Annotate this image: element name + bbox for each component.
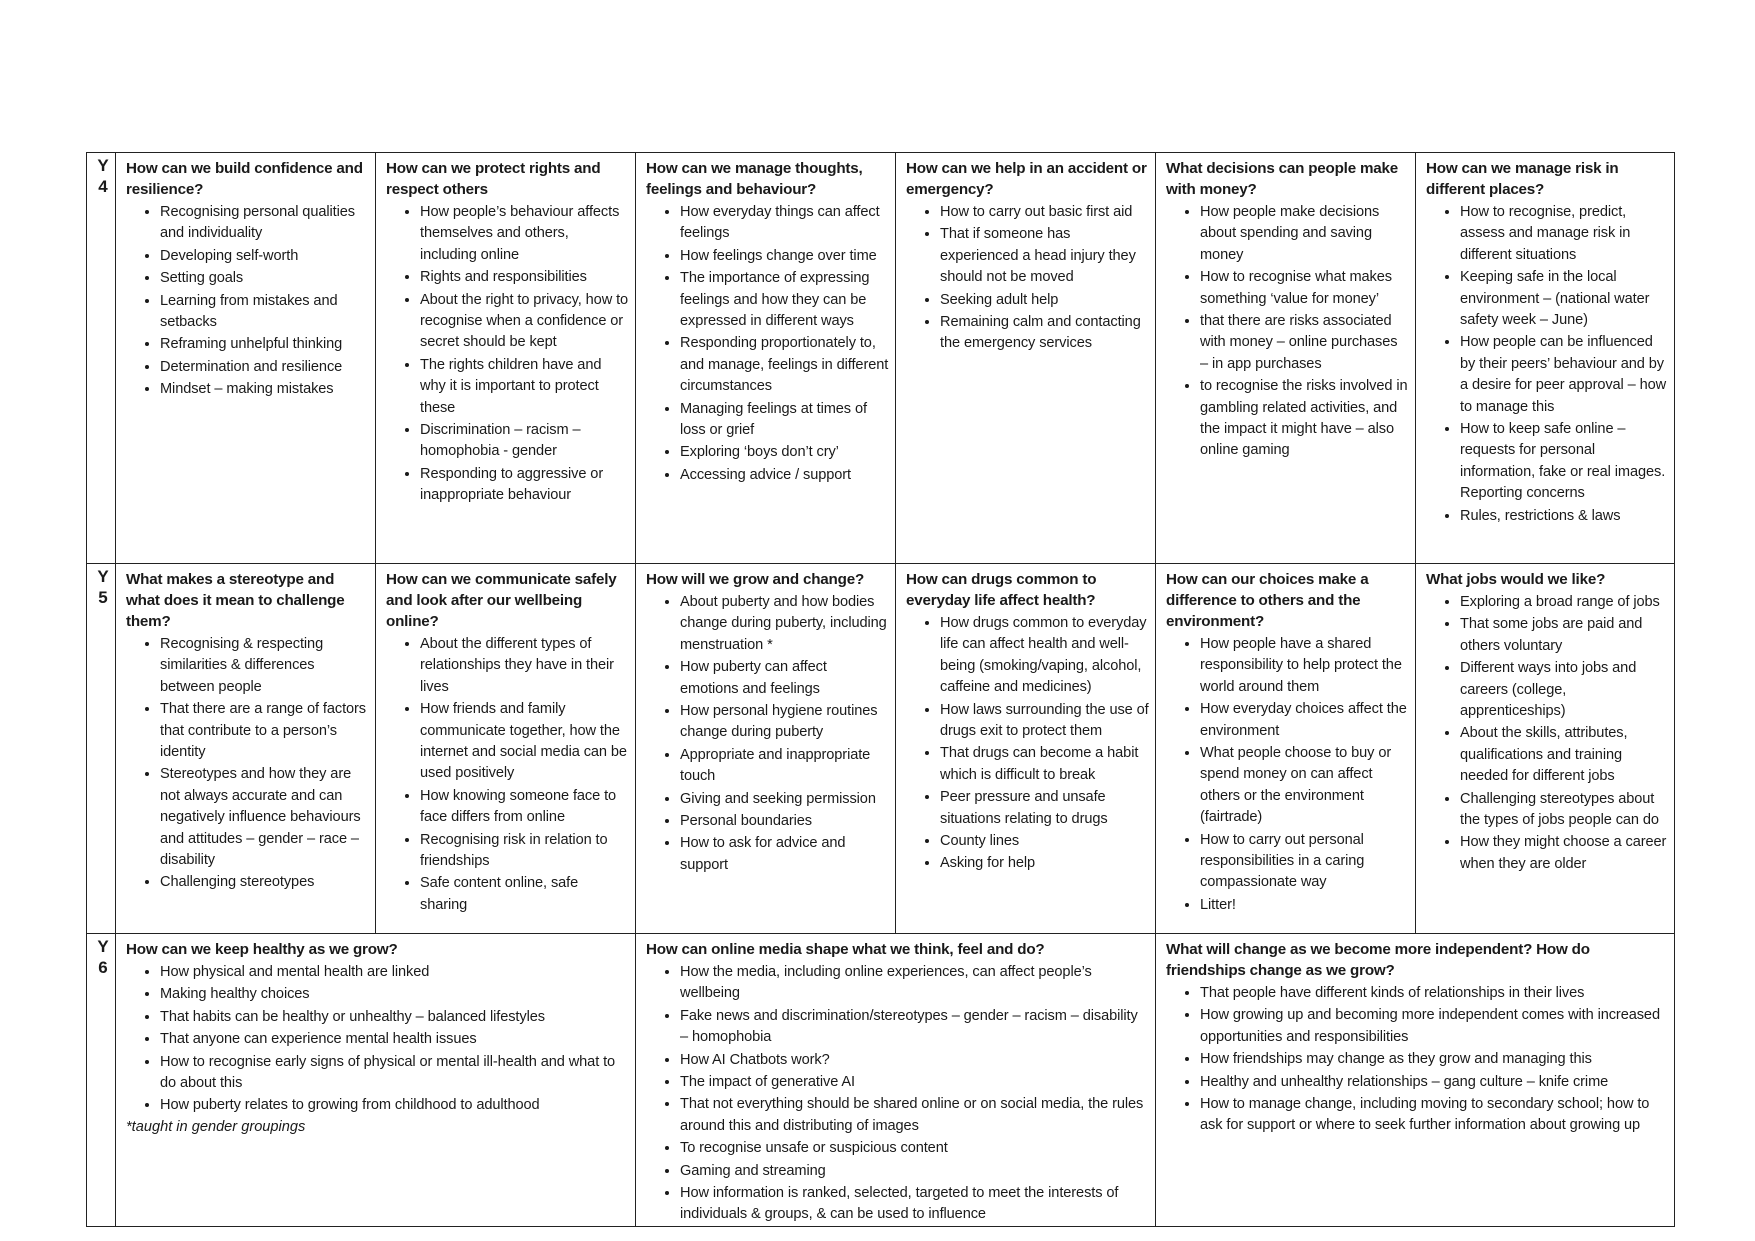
topic-bullet-item: • Keeping safe in the local environment – (national water safety week – June) [1460,266,1668,331]
topic-question: How will we grow and change? [646,571,865,588]
topic-bullet-list [1426,201,1668,527]
year-label-cell [87,153,116,564]
topic-question: What decisions can people make with money? [1166,160,1399,198]
topic-bullet-item: • Exploring ‘boys don’t cry’ [680,441,889,463]
topic-bullet-item: • To recognise unsafe or suspicious content [680,1137,1149,1159]
topic-bullet-item: • Challenging stereotypes about the types of jobs people can do [1460,788,1668,832]
topic-bullet-item: • Giving and seeking permission [680,788,889,810]
topic-bullet-item: • How to carry out basic first aid [940,201,1149,223]
year-label-cell [87,564,116,934]
topic-bullet-item: • Developing self-worth [160,245,369,267]
topic-bullet-item: • About puberty and how bodies change during puberty, including menstruation * [680,591,889,656]
topic-bullet-item: • Making healthy choices [160,983,629,1005]
topic-bullet-item: • How people can be influenced by their peers’ behaviour and by a desire for peer approval – how to manage this [1460,331,1668,418]
topic-bullet-item: • How friendships may change as they grow and managing this [1200,1048,1668,1070]
topic-cell [636,153,896,564]
topic-bullet-item: • Peer pressure and unsafe situations relating to drugs [940,786,1149,830]
topic-bullet-item: • That anyone can experience mental health issues [160,1028,629,1050]
topic-bullet-item: • Recognising & respecting similarities & differences between people [160,633,369,698]
topic-bullet-item: • How laws surrounding the use of drugs exit to protect them [940,699,1149,743]
topic-cell [376,153,636,564]
topic-bullet-item: • Managing feelings at times of loss or grief [680,398,889,442]
year-label-char: 4 [98,177,108,196]
topic-bullet-item: • That if someone has experienced a head injury they should not be moved [940,223,1149,288]
topic-question: How can we manage thoughts, feelings and behaviour? [646,160,863,198]
topic-bullet-item: • That some jobs are paid and others voluntary [1460,613,1668,657]
topic-bullet-item: • Responding proportionately to, and manage, feelings in different circumstances [680,332,889,397]
topic-bullet-item: • Exploring a broad range of jobs [1460,591,1668,613]
year-label-char: Y [97,156,109,175]
topic-bullet-item: • How to ask for advice and support [680,832,889,876]
topic-bullet-item: • Rights and responsibilities [420,266,629,288]
topic-bullet-item: • The importance of expressing feelings and how they can be expressed in different ways [680,267,889,332]
topic-bullet-list [126,961,629,1117]
topic-bullet-list [646,201,889,486]
topic-bullet-item: • How growing up and becoming more independent comes with increased opportunities and responsibilities [1200,1004,1668,1048]
topic-bullet-item: • Accessing advice / support [680,464,889,486]
topic-bullet-item: • Determination and resilience [160,356,369,378]
topic-bullet-item: • How AI Chatbots work? [680,1049,1149,1071]
topic-bullet-item: • Litter! [1200,894,1409,916]
topic-bullet-item: • About the skills, attributes, qualifications and training needed for different jobs [1460,722,1668,787]
topic-bullet-item: • How feelings change over time [680,245,889,267]
year-label-char: Y [97,937,109,956]
topic-bullet-item: • How to keep safe online – requests for personal information, fake or real images. Reporting concerns [1460,418,1668,505]
topic-bullet-item: • Asking for help [940,852,1149,874]
topic-bullet-list [646,591,889,876]
topic-bullet-item: • Learning from mistakes and setbacks [160,290,369,334]
year-label-char: Y [97,567,109,586]
topic-bullet-item: • Rules, restrictions & laws [1460,505,1668,527]
topic-bullet-item: • That there are a range of factors that contribute to a person’s identity [160,698,369,763]
topic-bullet-item: • Setting goals [160,267,369,289]
year-label-char: 5 [98,588,108,607]
topic-cell [1156,153,1416,564]
topic-bullet-list [126,633,369,894]
topic-question: What jobs would we like? [1426,571,1606,588]
topic-bullet-item: • That not everything should be shared online or on social media, the rules around this and distributing of images [680,1093,1149,1137]
topic-bullet-item: • How to recognise early signs of physical or mental ill-health and what to do about this [160,1051,629,1095]
topic-bullet-item: • Safe content online, safe sharing [420,872,629,916]
topic-bullet-item: • Stereotypes and how they are not always accurate and can negatively influence behaviours and attitudes – gender – race – disability [160,763,369,871]
topic-bullet-item: • That habits can be healthy or unhealthy – balanced lifestyles [160,1006,629,1028]
topic-bullet-item: • How puberty relates to growing from childhood to adulthood [160,1094,629,1116]
topic-question: How can we protect rights and respect others [386,160,601,198]
topic-cell [116,934,636,1227]
topic-question: How can drugs common to everyday life affect health? [906,571,1097,609]
topic-bullet-item: • How to manage change, including moving to secondary school; how to ask for support or where to seek further information about growing up [1200,1093,1668,1137]
topic-bullet-item: • Different ways into jobs and careers (college, apprenticeships) [1460,657,1668,722]
footnote: *taught in gender groupings [126,1118,306,1135]
topic-bullet-list [906,612,1149,875]
topic-cell [896,564,1156,934]
topic-bullet-item: • How they might choose a career when they are older [1460,831,1668,875]
topic-cell [1416,564,1675,934]
topic-bullet-item: • How everyday things can affect feelings [680,201,889,245]
year-row [87,564,1675,934]
topic-bullet-item: • Appropriate and inappropriate touch [680,744,889,788]
topic-bullet-item: • Seeking adult help [940,289,1149,311]
topic-bullet-list [386,633,629,916]
topic-cell [1156,934,1675,1227]
topic-bullet-list [1166,982,1668,1137]
topic-bullet-item: • That people have different kinds of relationships in their lives [1200,982,1668,1004]
topic-bullet-item: • How physical and mental health are linked [160,961,629,983]
topic-cell [896,153,1156,564]
topic-bullet-item: • How personal hygiene routines change during puberty [680,700,889,744]
topic-bullet-item: • About the different types of relationships they have in their lives [420,633,629,698]
topic-bullet-item: • Recognising risk in relation to friendships [420,829,629,873]
topic-bullet-item: • Personal boundaries [680,810,889,832]
topic-bullet-item: • About the right to privacy, how to recognise when a confidence or secret should be kept [420,289,629,354]
topic-question: How can our choices make a difference to others and the environment? [1166,571,1369,630]
topic-cell [1416,153,1675,564]
topic-bullet-list [906,201,1149,355]
topic-question: What will change as we become more independent? How do friendships change as we grow? [1166,941,1590,979]
topic-cell [1156,564,1416,934]
year-row [87,153,1675,564]
year-label-char: 6 [98,958,108,977]
topic-bullet-item: • Responding to aggressive or inappropriate behaviour [420,463,629,507]
topic-bullet-item: • Reframing unhelpful thinking [160,333,369,355]
topic-bullet-item: • How to recognise, predict, assess and manage risk in different situations [1460,201,1668,266]
topic-bullet-item: • Discrimination – racism – homophobia - gender [420,419,629,463]
topic-bullet-list [646,961,1149,1226]
topic-question: How can we keep healthy as we grow? [126,941,398,958]
topic-bullet-item: • How people’s behaviour affects themselves and others, including online [420,201,629,266]
topic-bullet-list [1166,201,1409,462]
topic-bullet-item: • that there are risks associated with money – online purchases – in app purchases [1200,310,1409,375]
topic-cell [636,564,896,934]
topic-bullet-item: • Healthy and unhealthy relationships – gang culture – knife crime [1200,1071,1668,1093]
topic-bullet-item: • How knowing someone face to face differs from online [420,785,629,829]
topic-bullet-item: • How the media, including online experiences, can affect people’s wellbeing [680,961,1149,1005]
topic-question: How can we communicate safely and look after our wellbeing online? [386,571,617,630]
topic-bullet-item: • That drugs can become a habit which is difficult to break [940,742,1149,786]
topic-bullet-item: • How to recognise what makes something ‘value for money’ [1200,266,1409,310]
topic-bullet-list [126,201,369,401]
topic-bullet-item: • What people choose to buy or spend money on can affect others or the environment (fairtrade) [1200,742,1409,829]
topic-bullet-item: • How people have a shared responsibility to help protect the world around them [1200,633,1409,698]
curriculum-sheet [86,152,1674,1223]
topic-cell [376,564,636,934]
topic-bullet-item: • Mindset – making mistakes [160,378,369,400]
topic-bullet-item: • to recognise the risks involved in gambling related activities, and the impact it might have – also online gaming [1200,375,1409,462]
year-row [87,934,1675,1227]
topic-question: What makes a stereotype and what does it mean to challenge them? [126,571,345,630]
topic-bullet-item: • The rights children have and why it is important to protect these [420,354,629,419]
topic-bullet-item: • How to carry out personal responsibilities in a caring compassionate way [1200,829,1409,894]
topic-bullet-item: • How drugs common to everyday life can affect health and well-being (smoking/vaping, alcohol, caffeine and medicines) [940,612,1149,699]
topic-bullet-list [1426,591,1668,875]
topic-bullet-item: • Fake news and discrimination/stereotypes – gender – racism – disability – homophobia [680,1005,1149,1049]
topic-cell [116,153,376,564]
topic-bullet-item: • Challenging stereotypes [160,871,369,893]
topic-cell [636,934,1156,1227]
topic-question: How can we help in an accident or emergency? [906,160,1147,198]
topic-bullet-item: • The impact of generative AI [680,1071,1149,1093]
topic-bullet-item: • Gaming and streaming [680,1160,1149,1182]
topic-bullet-item: • How people make decisions about spending and saving money [1200,201,1409,266]
topic-bullet-list [1166,633,1409,916]
topic-bullet-item: • How puberty can affect emotions and feelings [680,656,889,700]
topic-question: How can we build confidence and resilience? [126,160,363,198]
topic-question: How can we manage risk in different places? [1426,160,1619,198]
topic-bullet-item: • How friends and family communicate together, how the internet and social media can be used positively [420,698,629,785]
topic-cell [116,564,376,934]
topic-bullet-item: • County lines [940,830,1149,852]
curriculum-table [86,152,1675,1227]
topic-bullet-item: • Recognising personal qualities and individuality [160,201,369,245]
topic-question: How can online media shape what we think, feel and do? [646,941,1045,958]
year-label-cell [87,934,116,1227]
topic-bullet-list [386,201,629,507]
topic-bullet-item: • Remaining calm and contacting the emergency services [940,311,1149,355]
topic-bullet-item: • How everyday choices affect the environment [1200,698,1409,742]
topic-bullet-item: • How information is ranked, selected, targeted to meet the interests of individuals & groups, & can be used to influence [680,1182,1149,1226]
